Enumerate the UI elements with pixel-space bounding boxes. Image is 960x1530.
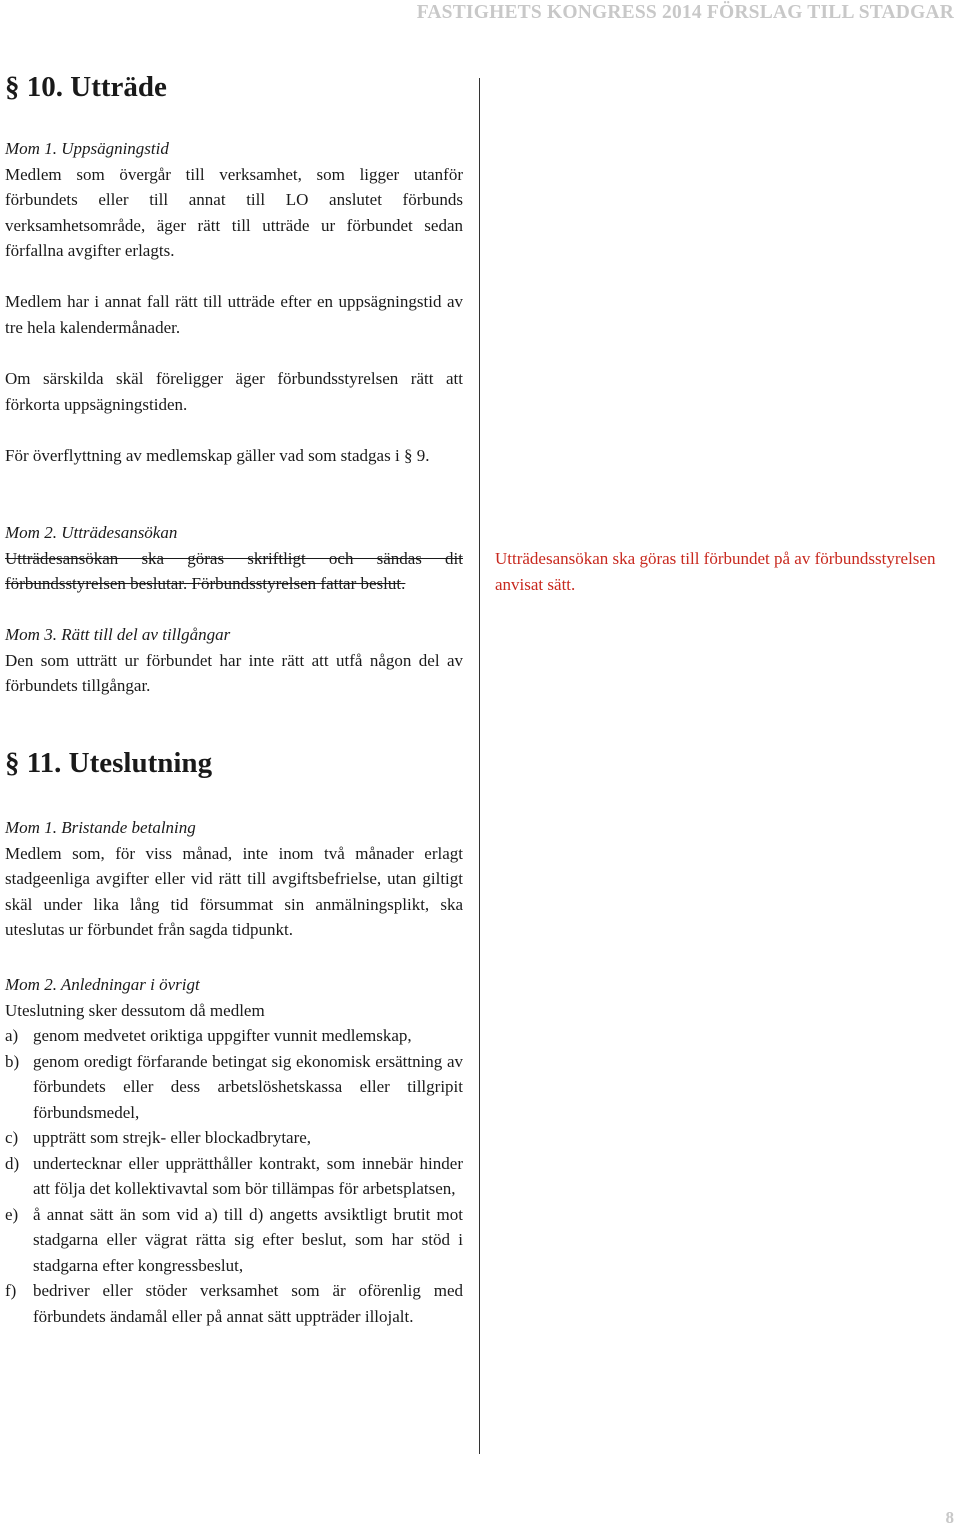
list-item-text: å annat sätt än som vid a) till d) angetts avsiktligt brutit mot stadgarna eller vägrat rätta sig efter beslut, som har stöd i stadgarna efter kongressbeslut, xyxy=(33,1204,463,1275)
list-item-label: a) xyxy=(5,1026,19,1045)
s10-mom1-p1: Medlem som övergår till verksamhet, som ligger utanför förbundets eller till annat till LO anslutet förbunds verksamhetsområde, äger rätt till utträde ur förbundet sedan förfallna avgifter erlagts. xyxy=(5,164,463,260)
s10-mom3 xyxy=(5,622,463,699)
list-item xyxy=(5,1125,463,1151)
s11-mom1-text: Medlem som, för viss månad, inte inom två månader erlagt stadgeenliga avgifter eller vid rätt till avgiftsbefrielse, utan giltigt skäl under lika lång tid försummat sin anmälningsplikt, ska uteslutas ur förbundet från sagda tidpunkt. xyxy=(5,843,463,939)
list-item xyxy=(5,1023,463,1049)
s11-mom2-intro: Uteslutning sker dessutom då medlem xyxy=(5,1000,265,1020)
s10-mom2-proposal-text: Utträdesansökan ska göras till förbundet på av förbundsstyrelsen anvisat sätt. xyxy=(495,549,936,594)
s10-mom3-title: Mom 3. Rätt till del av tillgångar xyxy=(5,625,231,644)
s10-mom1-title: Mom 1. Uppsägningstid xyxy=(5,139,169,158)
list-item-label: d) xyxy=(5,1153,20,1173)
s10-mom1-p4: För överflyttning av medlemskap gäller vad som stadgas i § 9. xyxy=(5,446,430,465)
page-number: 8 xyxy=(945,1508,954,1527)
s10-mom2-struck-text: Utträdesansökan ska göras skriftligt och sändas dit förbundsstyrelsen beslutar. Förbundsstyrelsen fattar beslut. xyxy=(5,548,463,593)
list-item-text: uppträtt som strejk- eller blockadbrytare, xyxy=(33,1128,312,1147)
s10-mom2-title: Mom 2. Utträdesansökan xyxy=(5,523,178,542)
list-item xyxy=(5,1278,463,1329)
s11-mom2 xyxy=(5,972,463,1329)
list-item xyxy=(5,1049,463,1126)
right-column xyxy=(495,546,953,597)
list-item-text: bedriver eller stöder verksamhet som är oförenlig med förbundets ändamål eller på annat sätt uppträder illojalt. xyxy=(33,1281,463,1326)
list-item-label: b) xyxy=(5,1051,20,1071)
s10-mom1-p3: Om särskilda skäl föreligger äger förbundsstyrelsen rätt att förkorta uppsägningstiden. xyxy=(5,369,463,414)
list-item-text: undertecknar eller upprätthåller kontrakt, som innebär hinder att följa det kollektivavtal som bör tillämpas för arbetsplatsen, xyxy=(33,1153,463,1198)
list-item xyxy=(5,1202,463,1279)
s10-mom3-text: Den som utträtt ur förbundet har inte rätt att utfå någon del av förbundets tillgångar. xyxy=(5,650,463,695)
list-item xyxy=(5,1151,463,1202)
list-item-text: genom medvetet oriktiga uppgifter vunnit medlemskap, xyxy=(33,1026,412,1045)
running-header: FASTIGHETS KONGRESS 2014 FÖRSLAG TILL STADGAR xyxy=(416,2,954,23)
list-item-text: genom oredigt förfarande betingat sig ekonomisk ersättning av förbundets eller dess arbetslöshetskassa eller tillgripit förbundsmedel, xyxy=(33,1051,463,1122)
s10-mom1 xyxy=(5,136,463,264)
s11-mom2-title: Mom 2. Anledningar i övrigt xyxy=(5,975,200,994)
s10-mom1-p2: Medlem har i annat fall rätt till utträde efter en uppsägningstid av tre hela kalendermånader. xyxy=(5,292,463,337)
section-10-heading: § 10. Utträde xyxy=(5,71,167,103)
section-11-heading: § 11. Uteslutning xyxy=(5,747,213,779)
s11-mom1 xyxy=(5,815,463,943)
exclusion-reasons-list xyxy=(5,1023,463,1329)
s11-mom1-title: Mom 1. Bristande betalning xyxy=(5,818,196,837)
s10-mom2 xyxy=(5,520,463,597)
list-item-label: f) xyxy=(5,1281,17,1300)
column-divider xyxy=(479,78,480,1454)
list-item-label: e) xyxy=(5,1204,19,1224)
list-item-label: c) xyxy=(5,1128,19,1147)
